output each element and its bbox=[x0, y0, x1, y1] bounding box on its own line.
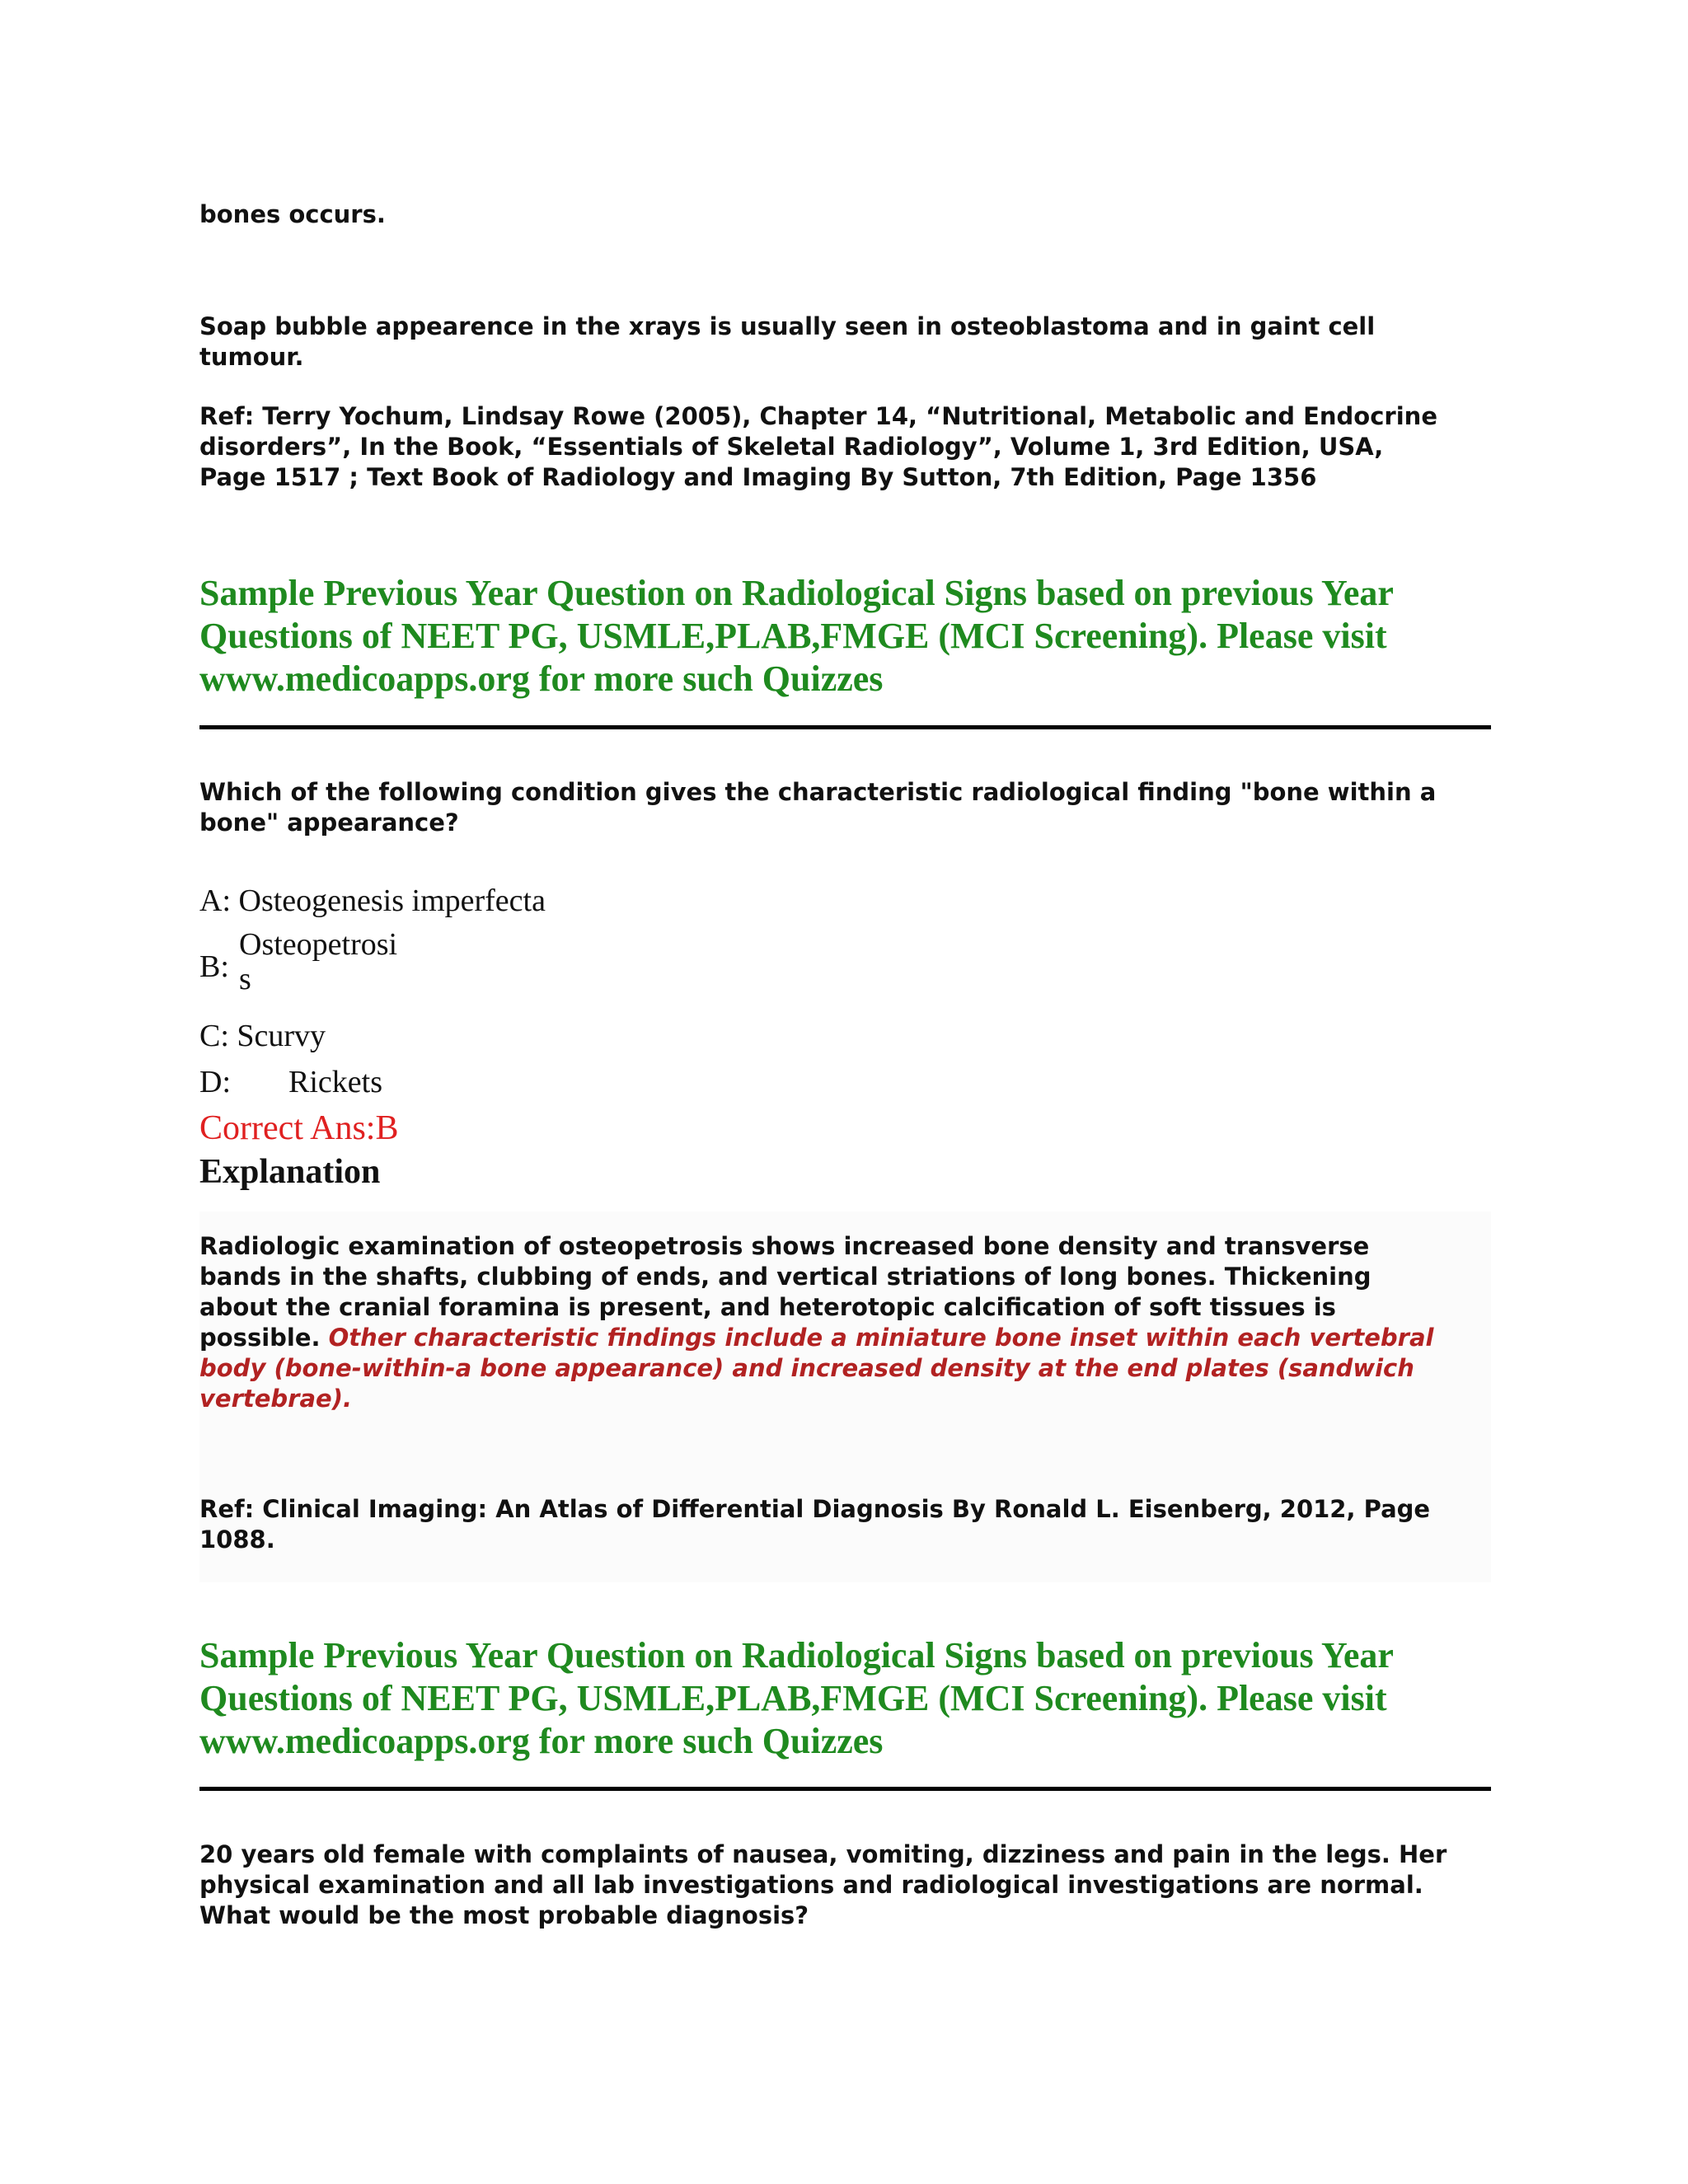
explanation-paragraph bbox=[199, 1231, 1433, 1414]
option-c bbox=[199, 1019, 326, 1053]
explanation-line bbox=[199, 1323, 1433, 1353]
reference-1-line: disorders”, In the Book, “Essentials of Skeletal Radiology”, Volume 1, 3rd Edition, USA, bbox=[199, 433, 1384, 461]
option-b-text-line: Osteopetrosi bbox=[239, 927, 398, 962]
promo-heading-line: Sample Previous Year Question on Radiological Signs based on previous Year bbox=[199, 573, 1394, 613]
explanation-plain-text: possible. bbox=[199, 1324, 321, 1352]
explanation-highlight-line: vertebrae). bbox=[199, 1385, 352, 1413]
explanation-highlight-text: Other characteristic findings include a miniature bone inset within each vertebral bbox=[328, 1324, 1434, 1352]
soap-bubble-paragraph: Soap bubble appearence in the xrays is usually seen in osteoblastoma and in gaint cell tumour. bbox=[199, 312, 1376, 371]
option-a-text: Osteogenesis imperfecta bbox=[238, 883, 546, 918]
reference-1-line: Page 1517 ; Text Book of Radiology and Imaging By Sutton, 7th Edition, Page 1356 bbox=[199, 463, 1317, 491]
option-c-label: C: bbox=[199, 1019, 229, 1053]
option-b-label: B: bbox=[199, 949, 229, 984]
reference-2-line: 1088. bbox=[199, 1526, 275, 1554]
promo-heading-line: Sample Previous Year Question on Radiological Signs based on previous Year bbox=[199, 1635, 1394, 1675]
explanation-line: about the cranial foramina is present, and heterotopic calcification of soft tissues is bbox=[199, 1293, 1336, 1321]
promo-heading-2 bbox=[199, 1634, 1394, 1763]
divider-rule-2 bbox=[199, 1787, 1491, 1791]
reference-1-line: Ref: Terry Yochum, Lindsay Rowe (2005), Chapter 14, “Nutritional, Metabolic and Endocrine bbox=[199, 402, 1437, 430]
promo-heading-line: www.medicoapps.org for more such Quizzes bbox=[199, 658, 884, 699]
option-b-text bbox=[239, 927, 397, 996]
reference-1 bbox=[199, 401, 1437, 493]
question-2-line: physical examination and all lab investigations and radiological investigations are normal. bbox=[199, 1871, 1423, 1899]
promo-heading-line: www.medicoapps.org for more such Quizzes bbox=[199, 1721, 884, 1761]
question-1 bbox=[199, 777, 1436, 838]
reference-2-line: Ref: Clinical Imaging: An Atlas of Differential Diagnosis By Ronald L. Eisenberg, 2012, Page bbox=[199, 1495, 1431, 1523]
option-a-label: A: bbox=[199, 883, 231, 918]
option-c-text: Scurvy bbox=[237, 1019, 326, 1053]
explanation-line: Radiologic examination of osteopetrosis shows increased bone density and transverse bbox=[199, 1232, 1370, 1260]
promo-heading-1 bbox=[199, 572, 1394, 701]
option-b-text-line: s bbox=[239, 962, 251, 996]
question-1-line: bone" appearance? bbox=[199, 808, 459, 837]
explanation-heading: Explanation bbox=[199, 1153, 381, 1191]
promo-heading-line: Questions of NEET PG, USMLE,PLAB,FMGE (MCI Screening). Please visit bbox=[199, 1678, 1387, 1718]
option-a bbox=[199, 883, 546, 918]
explanation-line: bands in the shafts, clubbing of ends, and vertical striations of long bones. Thickening bbox=[199, 1263, 1372, 1291]
question-2-line: 20 years old female with complaints of nausea, vomiting, dizziness and pain in the legs. Her bbox=[199, 1840, 1447, 1868]
divider-rule-1 bbox=[199, 725, 1491, 729]
promo-heading-line: Questions of NEET PG, USMLE,PLAB,FMGE (MCI Screening). Please visit bbox=[199, 616, 1387, 656]
option-d-label: D: bbox=[199, 1065, 231, 1099]
question-2 bbox=[199, 1840, 1447, 1931]
explanation-highlight-line: body (bone-within-a bone appearance) and increased density at the end plates (sandwich bbox=[199, 1354, 1414, 1382]
reference-2 bbox=[199, 1494, 1430, 1555]
question-2-line: What would be the most probable diagnosis? bbox=[199, 1901, 809, 1929]
correct-answer: Correct Ans:B bbox=[199, 1109, 399, 1147]
continuation-text: bones occurs. bbox=[199, 200, 386, 228]
question-1-line: Which of the following condition gives the characteristic radiological finding "bone within a bbox=[199, 778, 1437, 806]
option-d-text: Rickets bbox=[288, 1065, 382, 1099]
